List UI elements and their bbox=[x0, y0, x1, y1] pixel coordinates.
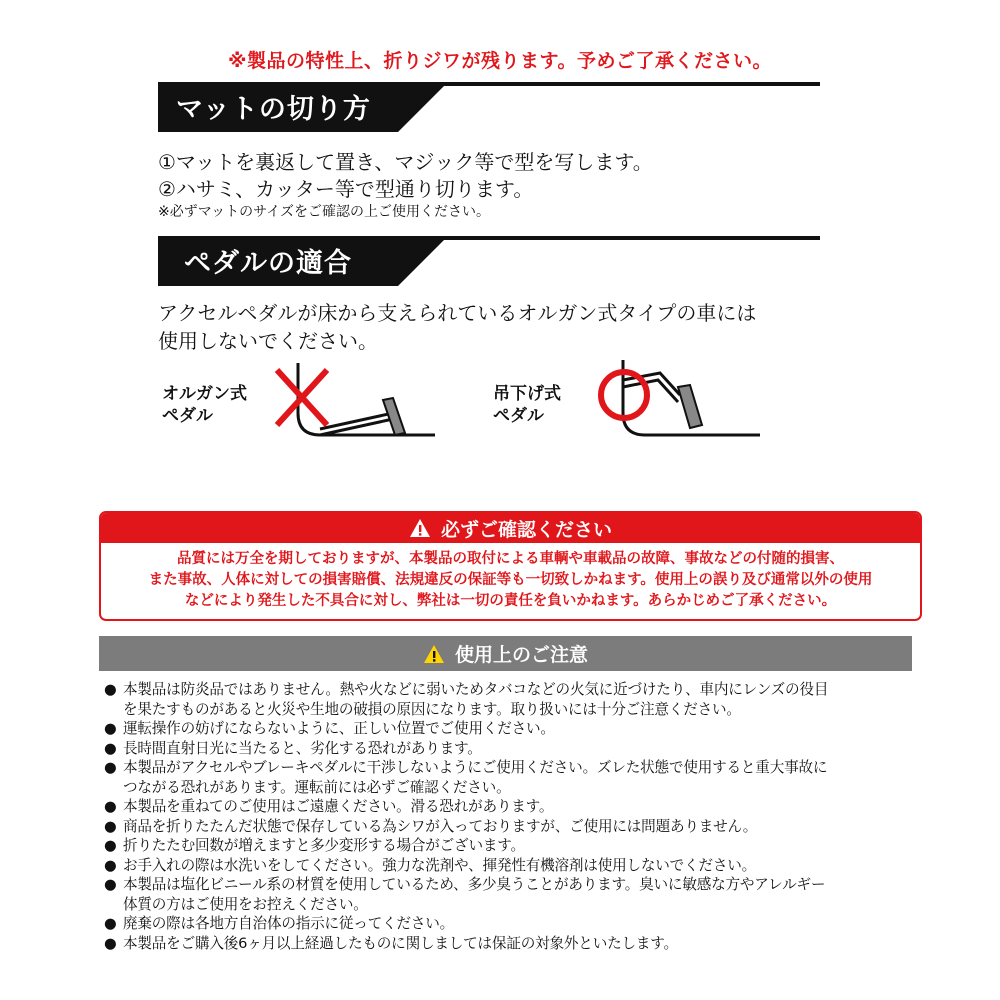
bullet-icon: ● bbox=[104, 720, 117, 737]
caution-title: 使用上のご注意 bbox=[454, 644, 588, 666]
caution-item-continuation: を果たすものがあると火災や生地の破損の原因になります。取り扱いには十分ご注意ください。 bbox=[123, 700, 741, 718]
warning-icon bbox=[409, 518, 431, 538]
hanging-pedal-label bbox=[493, 383, 561, 427]
caution-item: ● 商品を折りたたんだ状態で保存している為シワが入っておりますが、ご使用には問題ありません。 bbox=[104, 817, 758, 835]
caution-item: ● お手入れの際は水洗いをしてください。強力な洗剤や、揮発性有機溶剤は使用しないでください。 bbox=[104, 856, 757, 874]
caution-item: ● 廃棄の際は各地方自治体の指示に従ってください。 bbox=[104, 915, 455, 932]
bullet-icon: ● bbox=[104, 876, 117, 893]
confirm-title: 必ずご確認ください bbox=[440, 518, 612, 541]
organ-label-line2: ペダル bbox=[162, 406, 213, 426]
bullet-icon: ● bbox=[104, 759, 117, 776]
cutting-step-2: ②ハサミ、カッター等で型通り切ります。 bbox=[158, 177, 534, 201]
warning-icon bbox=[423, 644, 445, 664]
bullet-icon: ● bbox=[104, 798, 117, 815]
organ-pedal-illustration bbox=[265, 355, 435, 440]
bullet-icon: ● bbox=[104, 837, 117, 854]
caution-item: ● 本製品は防炎品ではありません。熱や火などに弱いためタバコなどの火気に近づけたり、車内にレンズの役目 bbox=[104, 681, 829, 698]
confirm-body bbox=[101, 543, 920, 612]
confirm-line: また事故、人体に対しての損害賠償、法規違反の保証等も一切致しかねます。使用上の誤り及び通常以外の使用 bbox=[148, 572, 873, 588]
bullet-icon: ● bbox=[104, 681, 117, 698]
caution-list bbox=[104, 680, 919, 953]
caution-item: ● 長時間直射日光に当たると、劣化する恐れがあります。 bbox=[104, 739, 482, 757]
section-title-pedal: ペダルの適合 bbox=[184, 248, 352, 279]
organ-label-line1: オルガン式 bbox=[162, 384, 247, 404]
bullet-icon: ● bbox=[104, 739, 117, 757]
caution-item: ● 運転操作の妨げにならないように、正しい位置でご使用ください。 bbox=[104, 720, 555, 737]
caution-item-continuation: つながる恐れがあります。運転前には必ずご確認ください。 bbox=[123, 778, 511, 796]
hanging-label-line2: ペダル bbox=[493, 406, 544, 426]
pedal-text-1: アクセルペダルが床から支えられているオルガン式タイプの車には bbox=[158, 301, 757, 325]
confirm-header bbox=[101, 513, 920, 543]
confirm-line: 品質には万全を期しておりますが、本製品の取付による車輌や車載品の故障、事故などの付随的損害、 bbox=[177, 551, 844, 567]
cutting-step-1: ①マットを裏返して置き、マジック等で型を写します。 bbox=[158, 150, 653, 174]
caution-header bbox=[99, 636, 912, 671]
prohibited-x-icon bbox=[277, 370, 327, 425]
top-note: ※製品の特性上、折りジワが残ります。予めご了承ください。 bbox=[228, 50, 772, 72]
section-title-cutting: マットの切り方 bbox=[176, 94, 371, 125]
bullet-icon: ● bbox=[104, 915, 117, 932]
bullet-icon: ● bbox=[104, 934, 117, 952]
confirm-line: などにより発生した不具合に対し、弊社は一切の責任を負いかねます。あらかじめご了承ください。 bbox=[184, 593, 837, 609]
caution-item: ● 本製品をご購入後6ヶ月以上経過したものに関しましては保証の対象外といたします。 bbox=[104, 934, 678, 952]
bullet-icon: ● bbox=[104, 817, 117, 835]
bullet-icon: ● bbox=[104, 856, 117, 874]
hanging-pedal-illustration bbox=[590, 355, 765, 440]
organ-pedal-label bbox=[162, 383, 247, 427]
caution-item: ● 折りたたむ回数が増えますと多少変形する場合がございます。 bbox=[104, 837, 525, 854]
caution-item: ● 本製品は塩化ビニール系の材質を使用しているため、多少臭うことがあります。臭いに敏感な方やアレルギー bbox=[104, 876, 826, 893]
cutting-note: ※必ずマットのサイズをご確認の上ご使用ください。 bbox=[158, 204, 491, 220]
caution-item-continuation: 体質の方はご使用をお控えください。 bbox=[123, 895, 368, 913]
caution-item: ● 本製品を重ねてのご使用はご遠慮ください。滑る恐れがあります。 bbox=[104, 798, 554, 815]
section-header-cutting bbox=[158, 82, 820, 132]
section-header-pedal bbox=[158, 236, 820, 286]
pedal-text-2: 使用しないでください。 bbox=[158, 329, 378, 353]
caution-item: ● 本製品がアクセルやブレーキペダルに干渉しないようにご使用ください。ズレた状態で使用すると重大事故に bbox=[104, 759, 828, 776]
hanging-label-line1: 吊下げ式 bbox=[493, 384, 561, 404]
confirm-box bbox=[99, 511, 922, 621]
